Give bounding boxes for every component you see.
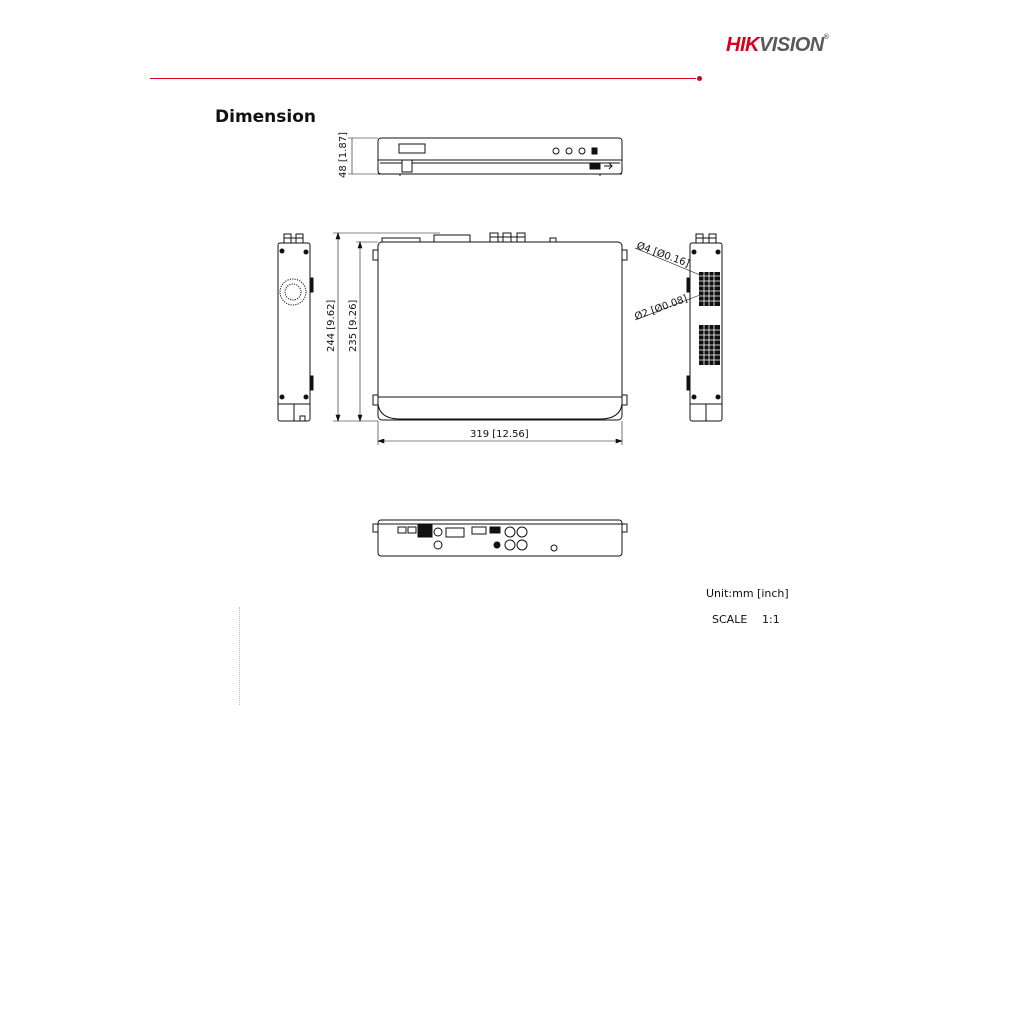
logo-registered-mark: ® bbox=[823, 34, 829, 41]
depth-total-dimension-label: 244 [9.62] bbox=[326, 299, 337, 352]
height-dimension-label: 48 [1.87] bbox=[338, 132, 349, 178]
logo-grey-text: VISION bbox=[758, 34, 824, 56]
section-title: Dimension bbox=[215, 107, 317, 127]
margin-dotted-line bbox=[239, 607, 240, 705]
unit-label: Unit:mm [inch] bbox=[706, 587, 789, 600]
width-dimension-label: 319 [12.56] bbox=[470, 429, 529, 440]
hole-large-label: Ø4 [Ø0.16] bbox=[634, 240, 691, 270]
scale-value: 1:1 bbox=[762, 613, 780, 626]
hole-small-label: Ø2 [Ø0.08] bbox=[633, 293, 690, 323]
depth-body-dimension-label: 235 [9.26] bbox=[348, 299, 359, 352]
left-side-view bbox=[278, 234, 313, 421]
logo-red-text: HIK bbox=[726, 34, 759, 56]
rear-view bbox=[373, 520, 627, 556]
top-view bbox=[373, 233, 627, 420]
scale-label: SCALE bbox=[712, 613, 748, 626]
front-view bbox=[348, 138, 622, 176]
